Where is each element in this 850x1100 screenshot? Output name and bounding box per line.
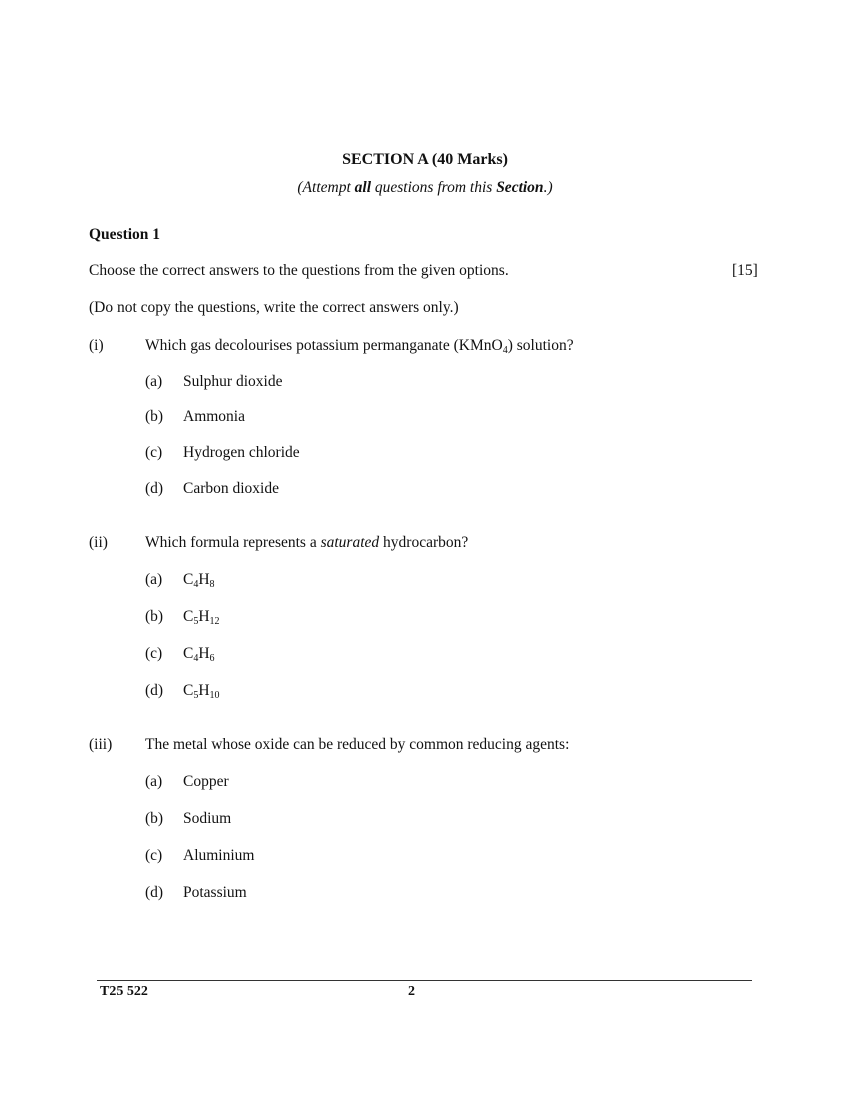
- option-label: (b): [145, 408, 164, 425]
- subscript: 4: [193, 653, 199, 664]
- element-symbol: H: [198, 608, 210, 625]
- footer-divider: [97, 980, 752, 981]
- option-label: (d): [145, 884, 164, 901]
- question-title: Question 1: [89, 226, 161, 243]
- subquestion-number: (ii): [89, 534, 108, 551]
- option-label: (a): [145, 773, 163, 790]
- option-label: (c): [145, 645, 163, 662]
- question-instruction: Choose the correct answers to the questions from the given options.: [89, 262, 509, 279]
- page-number: 2: [408, 984, 415, 999]
- subquestion-text: The metal whose oxide can be reduced by common reducing agents:: [145, 736, 570, 753]
- section-title: SECTION A (40 Marks): [342, 151, 508, 168]
- option-label: (c): [145, 847, 163, 864]
- paper-code: T25 522: [100, 984, 148, 999]
- subscript: 10: [209, 690, 220, 701]
- option-label: (b): [145, 608, 164, 625]
- section-instruction-prefix: (Attempt: [297, 179, 355, 196]
- option-formula: [183, 682, 220, 700]
- section-instruction-all: all: [354, 179, 372, 196]
- option-label: (a): [145, 571, 163, 588]
- subquestion-text-part: hydrocarbon?: [379, 534, 469, 551]
- option-formula: [183, 571, 215, 589]
- element-symbol: C: [183, 571, 194, 588]
- element-symbol: H: [198, 571, 210, 588]
- subquestion-number: (i): [89, 337, 104, 354]
- subscript: 4: [193, 579, 199, 590]
- section-instruction-section: Section: [496, 179, 544, 196]
- element-symbol: H: [198, 682, 210, 699]
- subscript: 6: [209, 653, 215, 664]
- option-label: (b): [145, 810, 164, 827]
- section-instruction: [0, 179, 850, 197]
- section-instruction-suffix: .): [543, 179, 553, 196]
- subquestion-number: (iii): [89, 736, 113, 753]
- subquestion-text-part: Which gas decolourises potassium permanganate (KMnO: [145, 337, 503, 354]
- subquestion-text-part: Which formula represents a: [145, 534, 321, 551]
- subquestion-text: [145, 337, 574, 355]
- emphasis-text: saturated: [320, 534, 380, 551]
- subscript: 12: [209, 616, 220, 627]
- section-instruction-mid: questions from this: [371, 179, 497, 196]
- option-formula: [183, 645, 215, 663]
- option-text: Carbon dioxide: [183, 480, 279, 497]
- option-label: (d): [145, 682, 164, 699]
- element-symbol: H: [198, 645, 210, 662]
- option-label: (d): [145, 480, 164, 497]
- subscript: 4: [502, 345, 508, 356]
- question-marks: [15]: [732, 262, 758, 279]
- subquestion-text: [145, 534, 468, 552]
- question-note: (Do not copy the questions, write the correct answers only.): [89, 299, 459, 316]
- element-symbol: C: [183, 645, 194, 662]
- option-text: Sodium: [183, 810, 232, 827]
- option-text: Aluminium: [183, 847, 255, 864]
- subscript: 8: [209, 579, 215, 590]
- option-text: Copper: [183, 773, 229, 790]
- option-label: (a): [145, 373, 163, 390]
- subscript: 5: [193, 690, 199, 701]
- option-formula: [183, 608, 220, 626]
- subquestion-text-part: ) solution?: [507, 337, 574, 354]
- option-text: Hydrogen chloride: [183, 444, 300, 461]
- option-text: Potassium: [183, 884, 247, 901]
- element-symbol: C: [183, 608, 194, 625]
- subscript: 5: [193, 616, 199, 627]
- option-text: Ammonia: [183, 408, 245, 425]
- option-label: (c): [145, 444, 163, 461]
- option-text: Sulphur dioxide: [183, 373, 283, 390]
- element-symbol: C: [183, 682, 194, 699]
